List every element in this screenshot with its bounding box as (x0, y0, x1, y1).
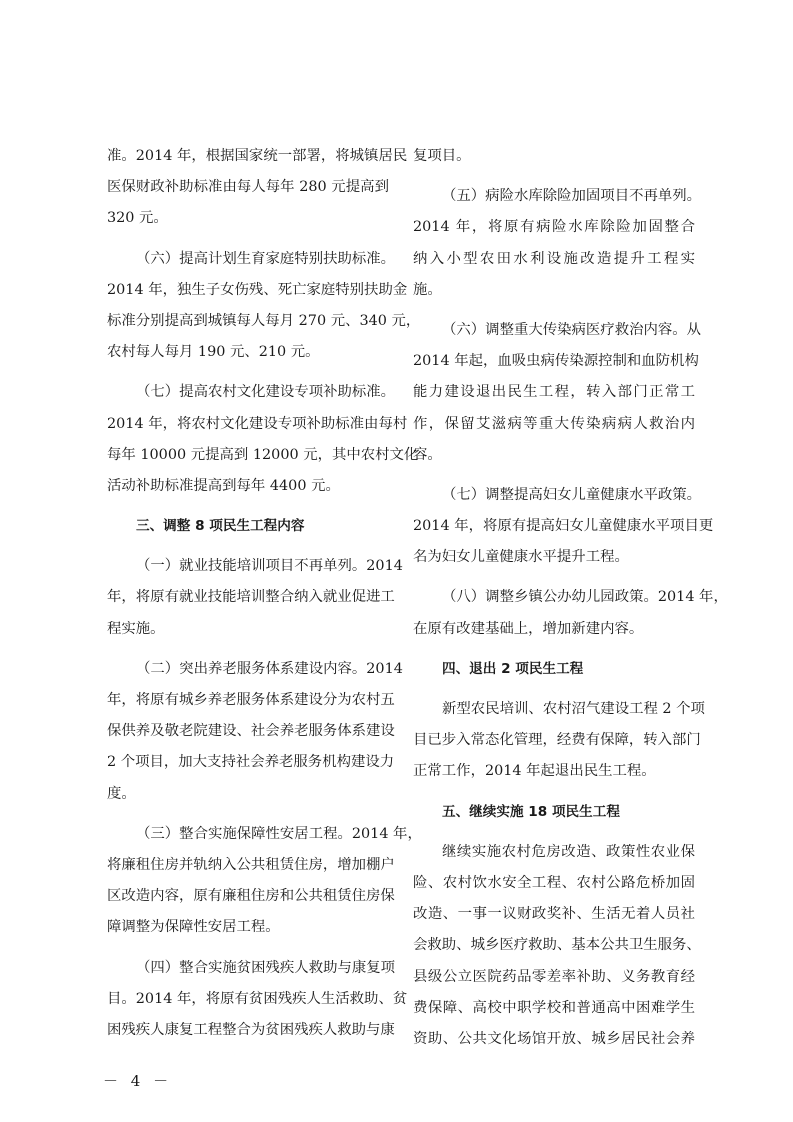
text-line: 年，将原有就业技能培训整合纳入就业促进工 (107, 589, 395, 606)
text-line: 准。2014 年，根据国家统一部署，将城镇居民 (107, 148, 408, 164)
text-line: 农村每人每月 190 元、210 元。 (107, 344, 320, 361)
text-line: 能力建设退出民生工程，转入部门正常工 (413, 384, 695, 401)
paragraph-gap (413, 685, 695, 694)
paragraph-gap (413, 788, 695, 797)
text-line: 目已步入常态化管理，经费有保障，转入部门 (413, 732, 701, 749)
text-line: 会救助、城乡医疗救助、基本公共卫生服务、 (413, 937, 701, 954)
text-line: （七）调整提高妇女儿童健康水平政策。 (442, 486, 702, 503)
text-line: 每年 10000 元提高到 12000 元，其中农村文化 (107, 446, 419, 463)
text-line: 2014 年，将原有病险水库除险加固整合 (413, 219, 695, 236)
left-column (107, 141, 422, 1046)
text-line: 2014 年，将农村文化建设专项补助标准由每村 (107, 415, 408, 432)
text-line: 县级公立医院药品零差率补助、义务教育经 (413, 968, 695, 985)
section-heading: 五、继续实施 18 项民生工程 (442, 803, 620, 820)
text-line: 纳入小型农田水利设施改造提升工程实 (413, 250, 695, 267)
text-line: 2014 年，独生子女伤残、死亡家庭特别扶助金 (107, 281, 408, 298)
text-line: （一）就业技能培训项目不再单列。2014 (136, 558, 403, 575)
text-line: 名为妇女儿童健康水平提升工程。 (413, 549, 629, 566)
text-line: 目。2014 年，将原有贫困残疾人生活救助、贫 (107, 990, 408, 1007)
text-line: （六）调整重大传染病医疗救治内容。从 (442, 321, 702, 338)
paragraph-gap (107, 645, 389, 654)
paragraph-gap (107, 810, 389, 819)
text-line: 施。 (413, 281, 442, 298)
text-line: 在原有改建基础上，增加新建内容。 (413, 620, 644, 637)
paragraph-gap (107, 368, 389, 377)
text-line: 标准分别提高到城镇每人每月 270 元、340 元， (107, 312, 421, 329)
text-line: 费保障、高校中职学校和普通高中困难学生 (413, 999, 695, 1016)
text-line: 活动补助标准提高到每年 4400 元。 (107, 477, 340, 494)
text-line: 320 元。 (107, 210, 168, 227)
text-line: 保供养及敬老院建设、社会养老服务体系建设 (107, 723, 395, 740)
text-line: 度。 (107, 785, 136, 802)
text-line: （四）整合实施贫困残疾人救助与康复项 (136, 959, 396, 976)
paragraph-gap (413, 573, 695, 582)
paragraph-gap (107, 502, 389, 511)
paragraph-gap (107, 542, 389, 551)
text-line: （六）提高计划生育家庭特别扶助标准。 (136, 250, 396, 267)
section-heading: 四、退出 2 项民生工程 (442, 660, 584, 677)
paragraph-gap (107, 944, 389, 953)
paragraph-gap (413, 471, 695, 480)
text-line: 困残疾人康复工程整合为贫困残疾人救助与康 (107, 1021, 395, 1038)
text-line: 容。 (413, 446, 442, 463)
text-line: （二）突出养老服务体系建设内容。2014 (136, 660, 403, 677)
text-line: 障调整为保障性安居工程。 (107, 919, 280, 936)
text-line: 作，保留艾滋病等重大传染病病人救治内 (413, 415, 695, 432)
text-line: 险、农村饮水安全工程、农村公路危桥加固 (413, 874, 695, 891)
text-line: 程实施。 (107, 620, 165, 637)
text-line: 资助、公共文化场馆开放、城乡居民社会养 (413, 1030, 695, 1047)
text-line: （七）提高农村文化建设专项补助标准。 (136, 384, 396, 401)
text-line: 2 个项目，加大支持社会养老服务机构建设力 (107, 754, 395, 771)
text-line: 复项目。 (413, 148, 471, 164)
text-line: 新型农民培训、农村沼气建设工程 2 个项 (442, 701, 705, 717)
text-line: 2014 年起，血吸虫病传染源控制和血防机构 (413, 353, 699, 370)
text-line: （五）病险水库除险加固项目不再单列。 (442, 188, 702, 205)
text-line: （八）调整乡镇公办幼儿园政策。2014 年， (442, 589, 728, 606)
paragraph-gap (107, 235, 389, 244)
text-line: 改造、一事一议财政奖补、生活无着人员社 (413, 906, 695, 923)
right-column (413, 141, 728, 1055)
text-line: （三）整合实施保障性安居工程。2014 年， (136, 825, 422, 842)
paragraph-gap (413, 645, 695, 654)
paragraph-gap (413, 828, 695, 837)
text-line: 年，将原有城乡养老服务体系建设分为农村五 (107, 692, 395, 708)
section-heading: 三、调整 8 项民生工程内容 (136, 518, 305, 535)
paragraph-gap (413, 172, 695, 181)
paragraph-gap (413, 306, 695, 315)
text-line: 继续实施农村危房改造、政策性农业保 (442, 843, 695, 860)
text-line: 2014 年，将原有提高妇女儿童健康水平项目更 (413, 518, 714, 535)
text-line: 将廉租住房并轨纳入公共租赁住房，增加棚户 (107, 856, 395, 873)
page-number: － 4 － (103, 1072, 173, 1090)
text-line: 区改造内容，原有廉租住房和公共租赁住房保 (107, 888, 395, 905)
text-line: 正常工作，2014 年起退出民生工程。 (413, 763, 656, 780)
text-line: 医保财政补助标准由每人每年 280 元提高到 (107, 179, 389, 196)
